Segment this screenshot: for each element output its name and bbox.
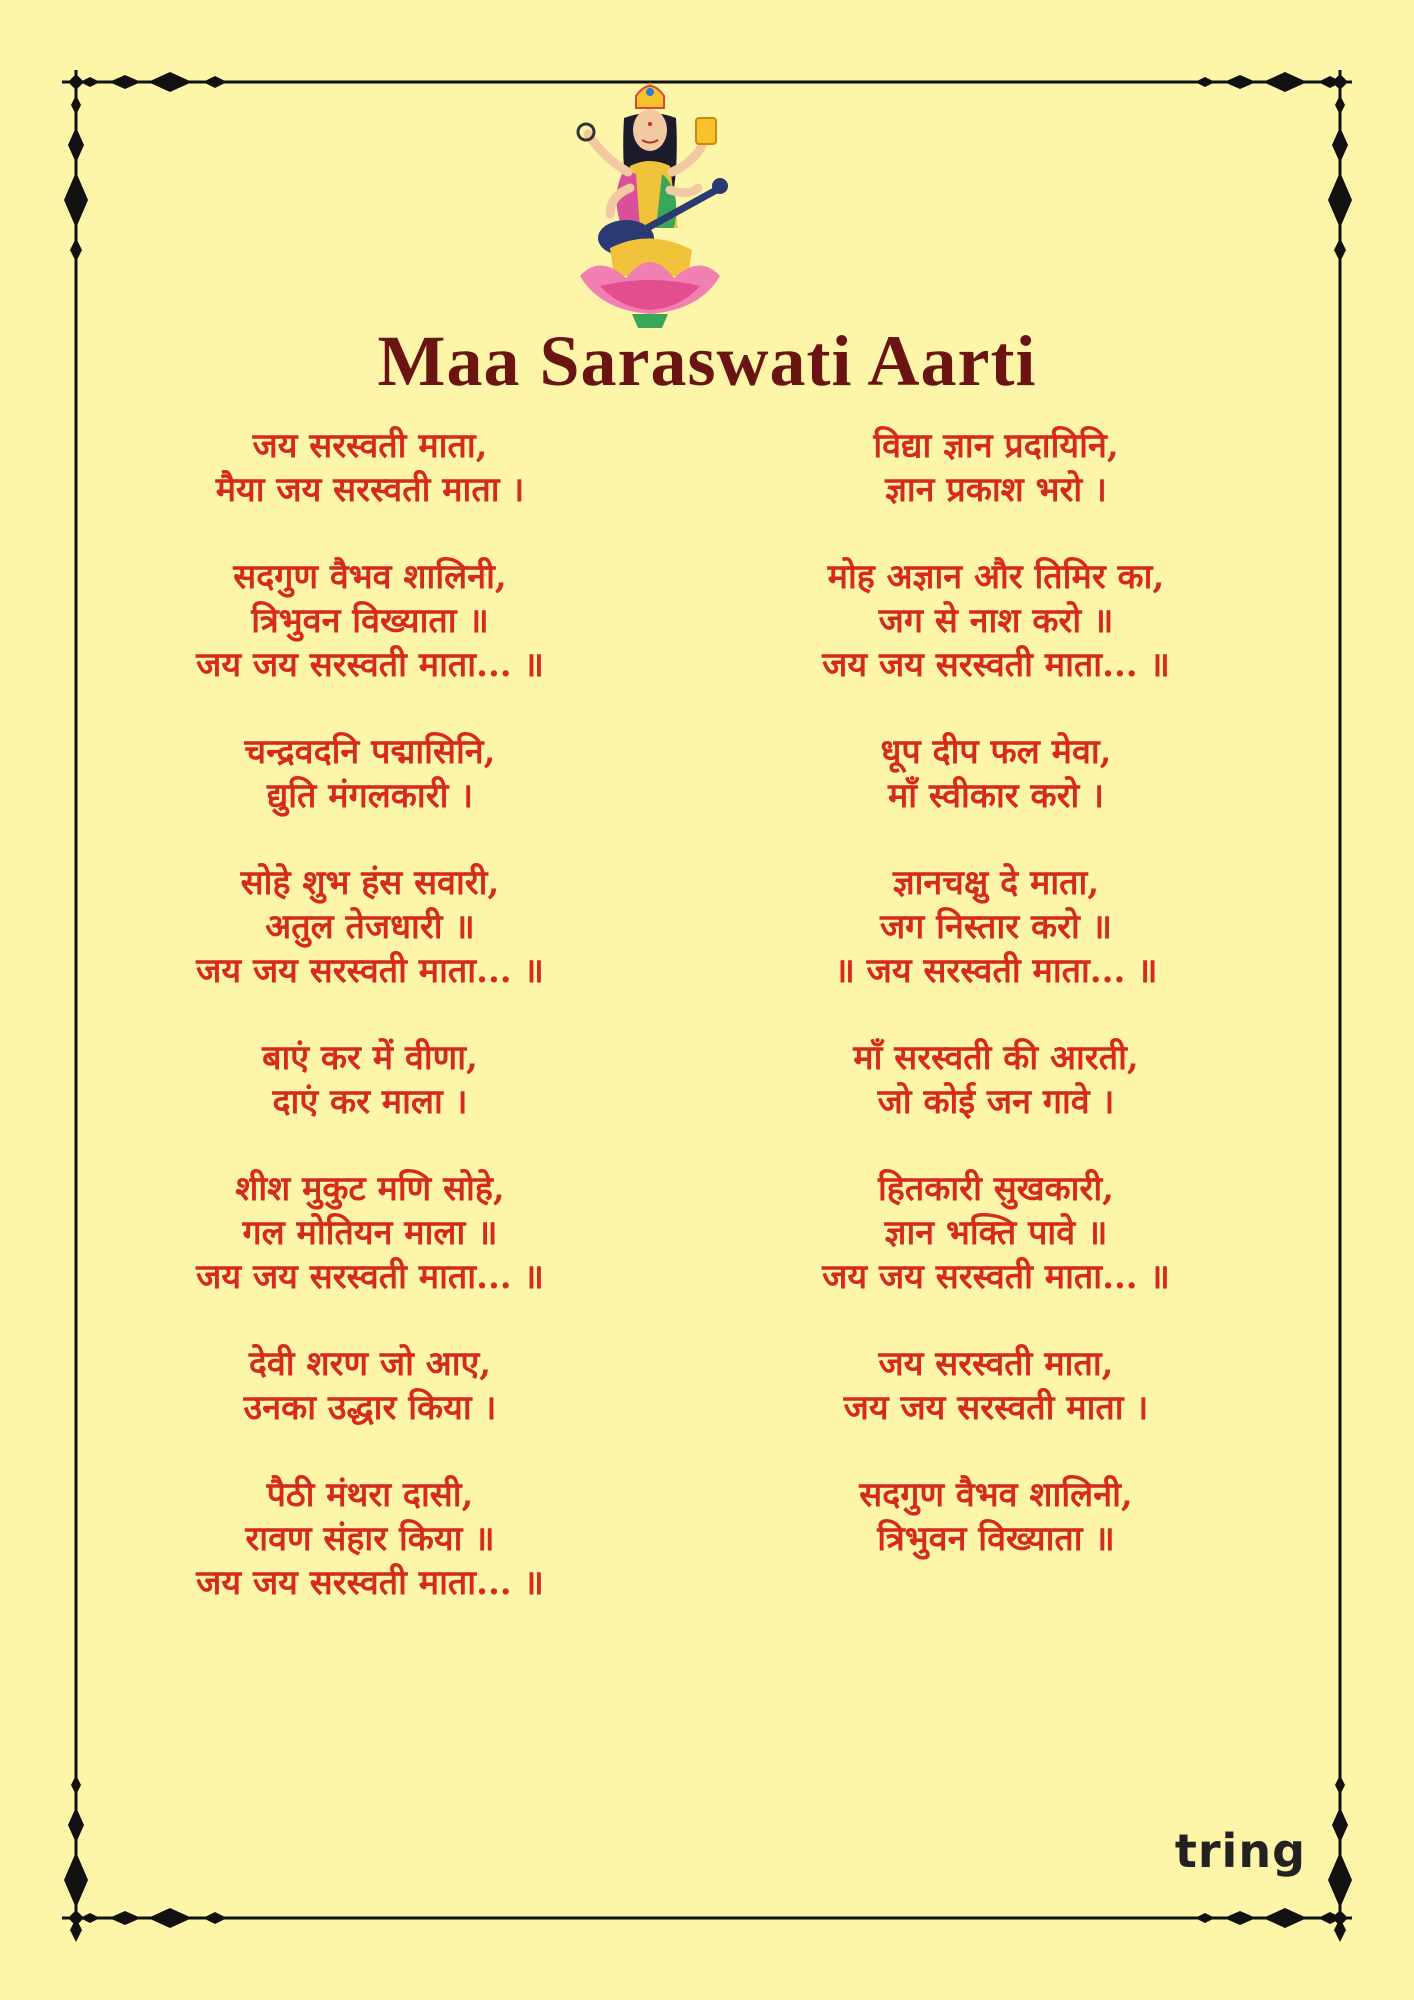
verse-line: जय जय सरस्वती माता... ॥ <box>822 1257 1170 1297</box>
border-diamond <box>1334 238 1346 262</box>
verse-line: जय जय सरस्वती माता... ॥ <box>196 645 544 685</box>
verse-line: माँ सरस्वती की आरती, <box>853 1038 1139 1078</box>
border-diamond <box>1332 74 1348 90</box>
saraswati-veena-lotus-icon <box>570 78 730 336</box>
verse-line: सदगुण वैभव शालिनी, <box>859 1475 1133 1515</box>
brand-logo: tring <box>1174 1824 1306 1878</box>
page-title: Maa Saraswati Aarti <box>377 321 1037 401</box>
verse-line: माँ स्वीकार करो । <box>887 776 1105 816</box>
verse-line: हितकारी सुखकारी, <box>878 1169 1114 1209</box>
verse-line: रावण संहार किया ॥ <box>245 1519 495 1559</box>
border-diamond <box>71 95 81 115</box>
verse-line: जग निस्तार करो ॥ <box>879 907 1113 947</box>
stanza <box>716 730 1276 818</box>
verse-line: जय जय सरस्वती माता... ॥ <box>196 1257 544 1297</box>
border-diamond <box>1332 127 1348 163</box>
border-diamond <box>68 74 84 90</box>
border-diamond <box>1328 1852 1352 1908</box>
border-diamond <box>109 1911 141 1925</box>
stanza <box>716 424 1276 512</box>
verse-line: ज्ञान प्रकाश भरो । <box>885 470 1107 510</box>
stanza <box>90 861 650 993</box>
verse-line: चन्द्रवदनि पद्मासिनि, <box>244 732 496 772</box>
border-diamond <box>1224 1911 1256 1925</box>
border-diamond <box>1195 1913 1215 1923</box>
verse-line: मोह अज्ञान और तिमिर का, <box>827 557 1165 597</box>
verse-line: पैठी मंथरा दासी, <box>266 1475 474 1515</box>
stanza <box>716 1342 1276 1430</box>
border-diamond <box>148 1908 192 1928</box>
border-diamond <box>203 1912 227 1924</box>
verse-line: उनका उद्धार किया । <box>243 1388 497 1428</box>
verse-line: मैया जय सरस्वती माता । <box>215 470 525 510</box>
border-diamond <box>1195 77 1215 87</box>
verse-line: गल मोतियन माला ॥ <box>242 1213 498 1253</box>
stanza <box>716 1167 1276 1299</box>
border-diamond <box>203 76 227 88</box>
border-diamond <box>1224 75 1256 89</box>
verse-line: ज्ञानचक्षु दे माता, <box>892 863 1100 903</box>
verse-line: देवी शरण जो आए, <box>248 1344 492 1384</box>
verse-line: जय सरस्वती माता, <box>252 426 488 466</box>
stanza <box>90 730 650 818</box>
verse-line: दाएं कर माला । <box>272 1082 468 1122</box>
verse-line: बाएं कर में वीणा, <box>262 1038 478 1078</box>
verse-line: त्रिभुवन विख्याता ॥ <box>877 1519 1115 1559</box>
stanza <box>716 861 1276 993</box>
stanza <box>90 1473 650 1605</box>
verse-line: द्युति मंगलकारी । <box>266 776 474 816</box>
border-diamond <box>70 238 82 262</box>
border-diamond <box>68 127 84 163</box>
verse-line: जय जय सरस्वती माता... ॥ <box>196 1563 544 1603</box>
verse-line: जय सरस्वती माता, <box>878 1344 1114 1384</box>
border-diamond <box>148 72 192 92</box>
border-diamond <box>1335 95 1345 115</box>
border-diamond <box>64 172 88 228</box>
border-diamond <box>1332 1910 1348 1926</box>
verse-line: जग से नाश करो ॥ <box>878 601 1114 641</box>
verse-line: जय जय सरस्वती माता... ॥ <box>822 645 1170 685</box>
verse-line: ज्ञान भक्ति पावे ॥ <box>884 1213 1108 1253</box>
stanza <box>90 1167 650 1299</box>
border-diamond <box>1335 1775 1345 1795</box>
border-diamond <box>1328 172 1352 228</box>
verse-line: अतुल तेजधारी ॥ <box>265 907 475 947</box>
left-verse-column <box>90 424 650 1648</box>
stanza <box>90 1342 650 1430</box>
border-diamond <box>1332 1807 1348 1843</box>
border-diamond <box>1263 72 1307 92</box>
verse-line: सोहे शुभ हंस सवारी, <box>240 863 500 903</box>
stanza <box>716 1473 1276 1561</box>
verse-line: सदगुण वैभव शालिनी, <box>233 557 507 597</box>
border-diamond <box>1263 1908 1307 1928</box>
verse-line: जय जय सरस्वती माता । <box>843 1388 1149 1428</box>
stanza <box>716 555 1276 687</box>
stanza <box>90 424 650 512</box>
stanza <box>90 555 650 687</box>
border-diamond <box>68 1910 84 1926</box>
right-verse-column <box>716 424 1276 1604</box>
verse-line: शीश मुकुट मणि सोहे, <box>235 1169 505 1209</box>
verse-line: धूप दीप फल मेवा, <box>880 732 1112 772</box>
verse-line: विद्या ज्ञान प्रदायिनि, <box>873 426 1119 466</box>
border-diamond <box>71 1775 81 1795</box>
verse-line: ॥ जय सरस्वती माता... ॥ <box>834 951 1158 991</box>
stanza <box>90 1036 650 1124</box>
border-diamond <box>68 1807 84 1843</box>
border-diamond <box>64 1852 88 1908</box>
verse-line: जो कोई जन गावे । <box>877 1082 1115 1122</box>
border-diamond <box>109 75 141 89</box>
stanza <box>716 1036 1276 1124</box>
verse-line: त्रिभुवन विख्याता ॥ <box>251 601 489 641</box>
verse-line: जय जय सरस्वती माता... ॥ <box>196 951 544 991</box>
